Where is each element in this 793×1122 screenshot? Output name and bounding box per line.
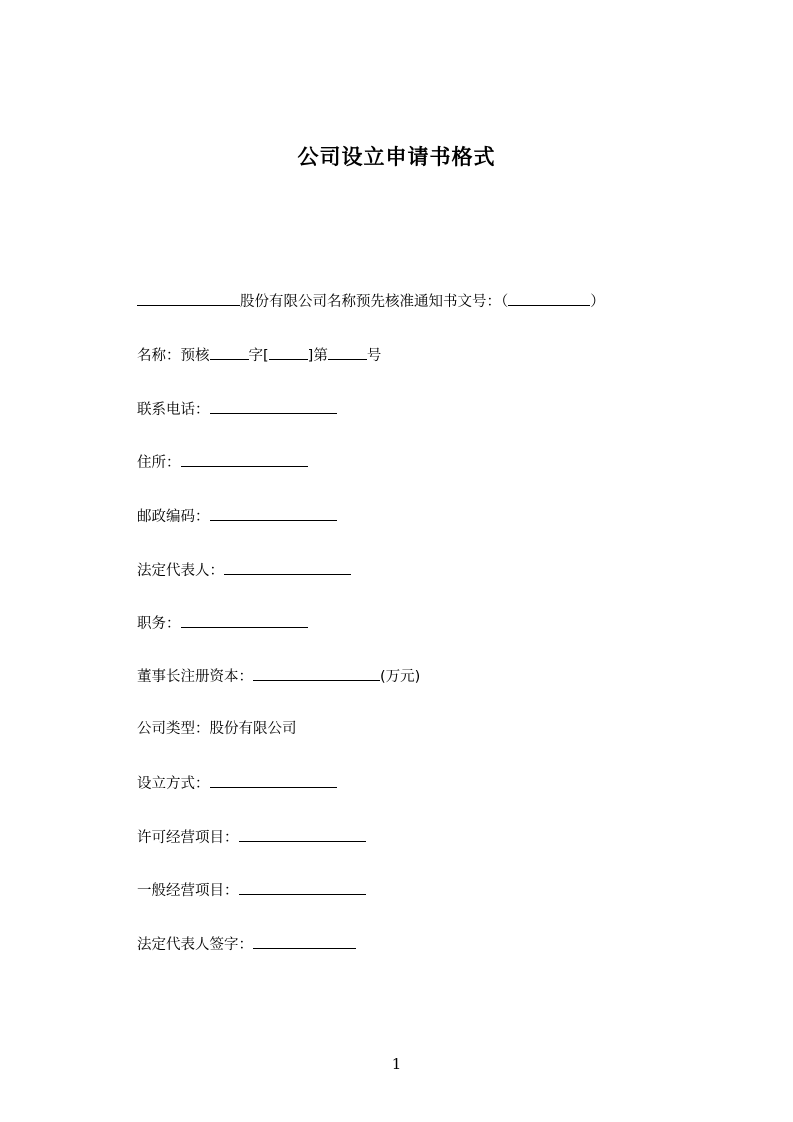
legal-rep-blank[interactable] — [224, 559, 351, 575]
signature-label: 法定代表人签字： — [137, 937, 253, 953]
notice-number-blank[interactable] — [508, 290, 590, 306]
general-items-line — [137, 879, 366, 901]
zi-label: 字[ — [248, 348, 269, 364]
name-line — [137, 344, 381, 366]
di-label: ]第 — [307, 348, 328, 364]
general-items-label: 一般经营项目： — [137, 883, 239, 899]
approval-year-blank[interactable] — [269, 344, 308, 360]
hao-label: 号 — [366, 348, 382, 364]
phone-blank[interactable] — [210, 398, 337, 414]
notice-close-paren: ） — [590, 294, 605, 310]
signature-line — [137, 933, 356, 955]
postal-code-line — [137, 505, 337, 527]
company-type-label: 公司类型： — [137, 721, 210, 737]
position-blank[interactable] — [181, 612, 308, 628]
capital-unit: (万元) — [380, 669, 421, 685]
capital-blank[interactable] — [253, 665, 380, 681]
postal-code-blank[interactable] — [210, 505, 337, 521]
name-approval-notice-line — [137, 290, 605, 312]
notice-label: 股份有限公司名称预先核准通知书文号：（ — [240, 294, 509, 310]
legal-rep-line — [137, 559, 351, 581]
setup-method-label: 设立方式： — [137, 776, 210, 792]
page-number: 1 — [391, 1055, 402, 1073]
approval-prefix-blank[interactable] — [210, 344, 249, 360]
position-label: 职务： — [137, 616, 181, 632]
address-blank[interactable] — [181, 451, 308, 467]
company-name-blank[interactable] — [137, 290, 240, 306]
licensed-items-label: 许可经营项目： — [137, 830, 239, 846]
company-type-line — [137, 719, 297, 739]
general-items-blank[interactable] — [239, 879, 366, 895]
address-line — [137, 451, 308, 473]
phone-label: 联系电话： — [137, 402, 210, 418]
licensed-items-blank[interactable] — [239, 826, 366, 842]
document-title: 公司设立申请书格式 — [297, 145, 496, 169]
company-type-value: 股份有限公司 — [209, 721, 297, 737]
postal-code-label: 邮政编码： — [137, 509, 210, 525]
name-label: 名称：预核 — [137, 348, 210, 364]
capital-label: 董事长注册资本： — [137, 669, 253, 685]
signature-blank[interactable] — [253, 933, 356, 949]
setup-method-line — [137, 772, 337, 794]
position-line — [137, 612, 308, 634]
licensed-items-line — [137, 826, 366, 848]
address-label: 住所： — [137, 455, 181, 471]
setup-method-blank[interactable] — [210, 772, 337, 788]
approval-number-blank[interactable] — [328, 344, 367, 360]
legal-rep-label: 法定代表人： — [137, 563, 224, 579]
capital-line — [137, 665, 420, 687]
phone-line — [137, 398, 337, 420]
